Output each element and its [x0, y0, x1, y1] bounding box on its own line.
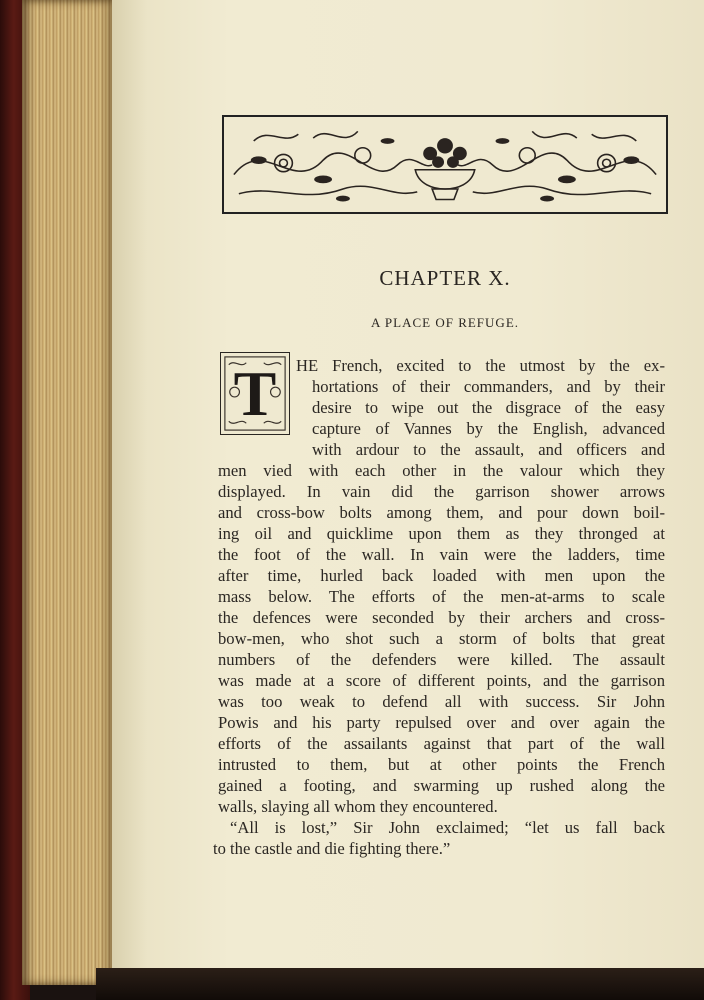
text-line: capture of Vannes by the English, advanced: [312, 419, 665, 438]
page-edges: [22, 0, 114, 985]
text-line: after time, hurled back loaded with men upon the: [218, 566, 665, 585]
text-line: efforts of the assailants against that part of the wall: [218, 734, 665, 753]
text-line: walls, slaying all whom they encountered.: [218, 797, 498, 816]
text-line: men vied with each other in the valour which they: [218, 461, 665, 480]
drop-cap: [220, 352, 290, 435]
chapter-subtitle: A PLACE OF REFUGE.: [370, 315, 520, 330]
text-line: intrusted to them, but at other points the French: [218, 755, 665, 774]
text-line: the defences were seconded by their archers and cross-: [218, 608, 665, 627]
text-line: desire to wipe out the disgrace of the easy: [312, 398, 665, 417]
text-line: hortations of their commanders, and by their: [312, 377, 665, 396]
text-line: ing oil and quicklime upon them as they thronged at: [218, 524, 665, 543]
chapter-title: CHAPTER X.: [379, 266, 511, 290]
text-line: with ardour to the assault, and officers and: [312, 440, 665, 459]
text-line: HE French, excited to the utmost by the ex-: [296, 356, 665, 375]
text-line: to the castle and die fighting there.”: [213, 839, 451, 858]
text-line: gained a footing, and swarming up rushed along the: [218, 776, 665, 795]
text-line: displayed. In vain did the garrison shower arrows: [218, 482, 665, 501]
page-bottom-shadow: [96, 968, 704, 1000]
text-line: numbers of the defenders were killed. The assault: [218, 650, 665, 669]
text-line: Powis and his party repulsed over and over again the: [218, 713, 665, 732]
text-line: mass below. The efforts of the men-at-arms to scale: [218, 587, 665, 606]
text-line: bow-men, who shot such a storm of bolts that great: [218, 629, 665, 648]
text-line: and cross-bow bolts among them, and pour down boil-: [218, 503, 665, 522]
text-line: was made at a score of different points, and the garrison: [218, 671, 665, 690]
text-line: was too weak to defend all with success. Sir John: [218, 692, 665, 711]
floral-ornament-icon: [222, 115, 668, 214]
text-line: “All is lost,” Sir John exclaimed; “let us fall back: [230, 818, 665, 837]
text-line: the foot of the wall. In vain were the ladders, time: [218, 545, 665, 564]
drop-cap-letter: T: [233, 357, 277, 429]
